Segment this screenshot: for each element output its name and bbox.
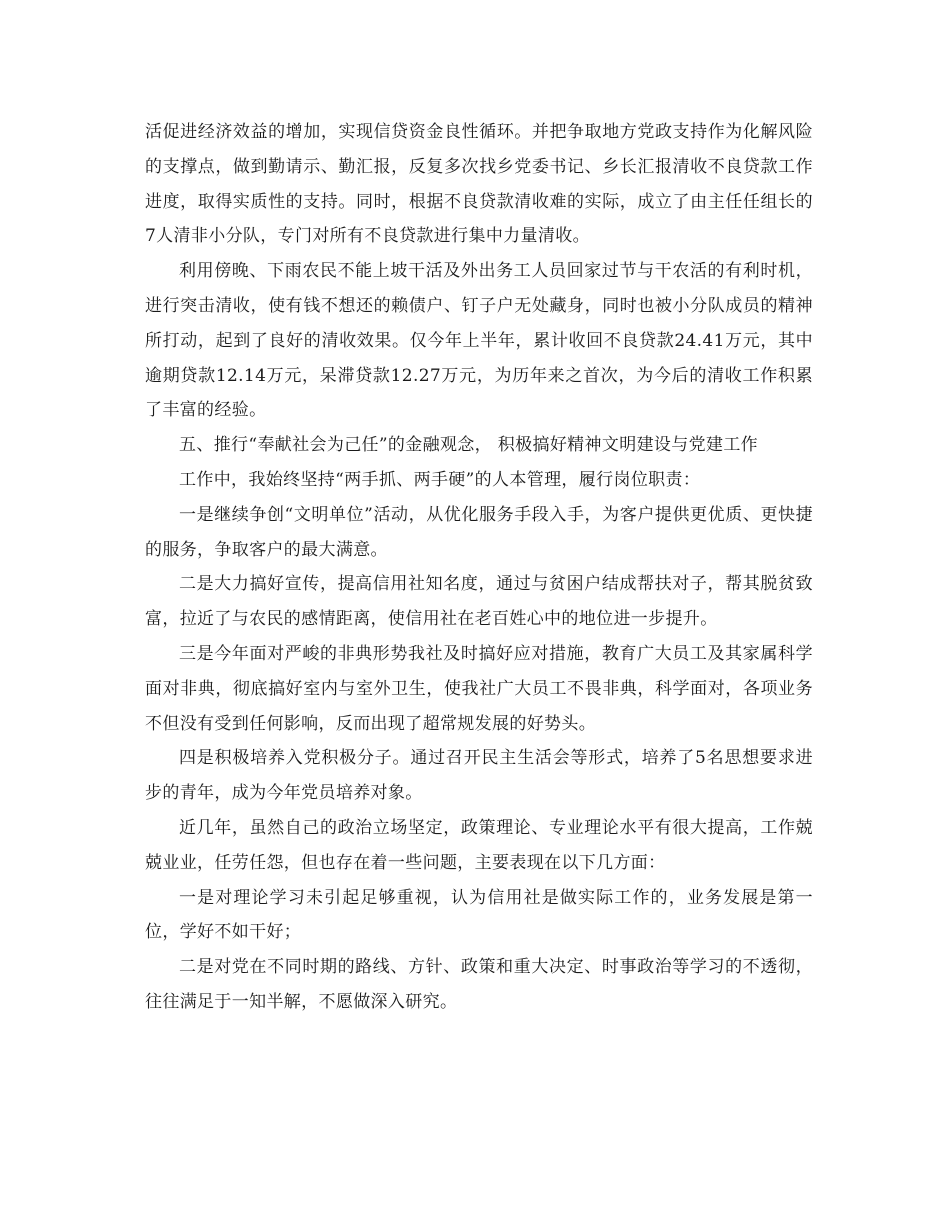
paragraph-1: 活促进经济效益的增加，实现信贷资金良性循环。并把争取地方党政支持作为化解风险的支撑点，做到勤请示、勤汇报，反复多次找乡党委书记、乡长汇报清收不良贷款工作进度，取得实质性的支持。同时，根据不良贷款清收难的实际，成立了由主任任组长的7人清非小分队，专门对所有不良贷款进行集中力量清收。: [145, 122, 813, 247]
paragraph-7: 三是今年面对严峻的非典形势我社及时搞好应对措施，教育广大员工及其家属科学面对非典，彻底搞好室内与室外卫生，使我社广大员工不畏非典，科学面对，各项业务不但没有受到任何影响，反而出现了超常规发展的好势头。: [145, 643, 813, 734]
section-heading-5: 五、推行“奉献社会为己任”的金融观念， 积极搞好精神文明建设与党建工作: [179, 435, 759, 456]
document-body: [145, 115, 813, 1020]
paragraph-5: 一是继续争创“文明单位”活动，从优化服务手段入手，为客户提供更优质、更快捷的服务，争取客户的最大满意。: [145, 504, 813, 560]
paragraph-11: 二是对党在不同时期的路线、方针、政策和重大决定、时事政治等学习的不透彻，往往满足于一知半解，不愿做深入研究。: [145, 957, 813, 1012]
paragraph-4: 工作中，我始终坚持“两手抓、两手硬”的人本管理，履行岗位职责：: [179, 469, 701, 490]
paragraph-8: 四是积极培养入党积极分子。通过召开民主生活会等形式，培养了5名思想要求进步的青年，成为今年党员培养对象。: [145, 748, 813, 804]
paragraph-10: 一是对理论学习未引起足够重视，认为信用社是做实际工作的，业务发展是第一位，学好不如干好；: [145, 887, 813, 943]
paragraph-2: 利用傍晚、下雨农民不能上坡干活及外出务工人员回家过节与干农活的有利时机，进行突击清收，使有钱不想还的赖债户、钉子户无处藏身，同时也被小分队成员的精神所打动，起到了良好的清收效果。仅今年上半年，累计收回不良贷款24.41万元，其中逾期贷款12.14万元，呆滞贷款12.27万元，为历年来之首次，为今后的清收工作积累了丰富的经验。: [145, 261, 813, 421]
paragraph-9: 近几年，虽然自己的政治立场坚定，政策理论、专业理论水平有很大提高，工作兢兢业业，任劳任怨，但也存在着一些问题，主要表现在以下几方面：: [145, 817, 813, 873]
paragraph-6: 二是大力搞好宣传，提高信用社知名度，通过与贫困户结成帮扶对子，帮其脱贫致富，拉近了与农民的感情距离，使信用社在老百姓心中的地位进一步提升。: [145, 574, 813, 630]
